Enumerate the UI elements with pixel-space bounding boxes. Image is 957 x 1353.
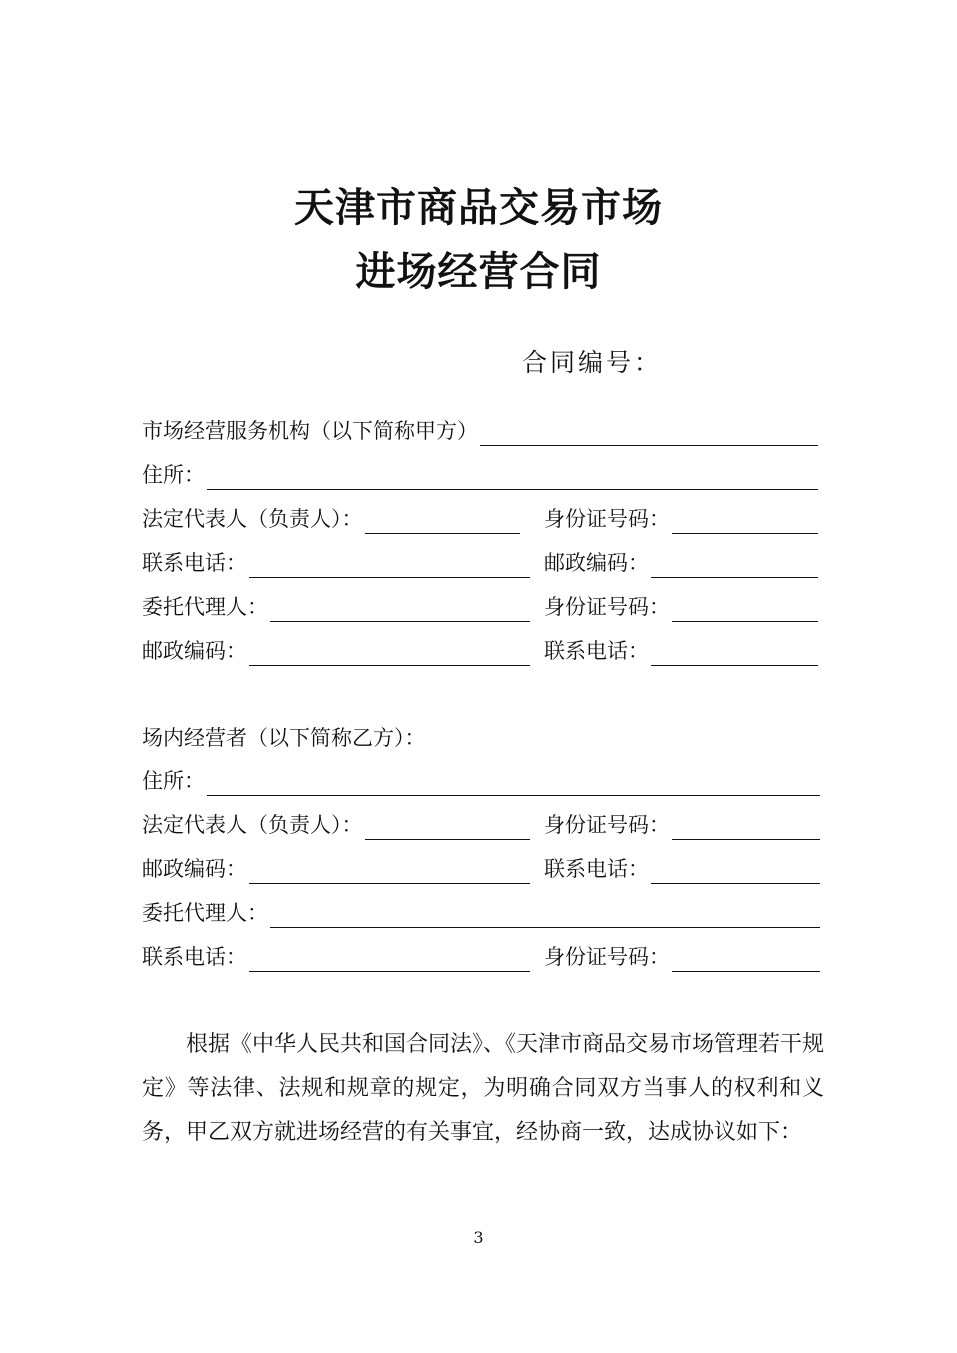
party-a-id-label-2: 身份证号码： <box>544 595 670 619</box>
party-b-header: 场内经营者（以下简称乙方）： <box>142 726 426 750</box>
party-b-address-row <box>142 766 822 796</box>
party-a-header-row <box>142 416 822 446</box>
party-a-address-row <box>142 460 822 490</box>
party-a-phone-label-1: 联系电话： <box>142 551 247 575</box>
party-a-agent-field[interactable] <box>270 597 530 622</box>
party-a-header: 市场经营服务机构（以下简称甲方） <box>142 419 478 443</box>
party-a-postcode-label-2: 邮政编码： <box>142 639 247 663</box>
party-b-phone-label-2: 联系电话： <box>142 945 247 969</box>
party-b-id-label-1: 身份证号码： <box>544 813 670 837</box>
party-b-legal-rep-field[interactable] <box>365 815 531 840</box>
party-b-legal-rep-label: 法定代表人（负责人）： <box>142 813 363 837</box>
party-a-name-field[interactable] <box>480 421 818 446</box>
party-a-legal-rep-field[interactable] <box>365 509 521 534</box>
party-b-agent-field[interactable] <box>270 903 820 928</box>
party-b-postcode-field[interactable] <box>249 859 530 884</box>
party-a-phone-field-1[interactable] <box>249 553 530 578</box>
party-a-postcode-field-1[interactable] <box>651 553 818 578</box>
page-number: 3 <box>473 1228 484 1247</box>
party-b-postcode-label: 邮政编码： <box>142 857 247 881</box>
party-a-postcode-label-1: 邮政编码： <box>544 551 649 575</box>
party-b-id-field-2[interactable] <box>672 947 820 972</box>
party-b-postcode-row <box>142 854 822 884</box>
party-b-phone-row <box>142 942 822 972</box>
party-a-postcode-row <box>142 636 822 666</box>
party-a-id-field-1[interactable] <box>672 509 818 534</box>
party-b-phone-field-1[interactable] <box>651 859 820 884</box>
document-title-line-1: 天津市商品交易市场 <box>294 185 663 231</box>
party-b-address-label: 住所： <box>142 769 205 793</box>
party-a-legal-rep-label: 法定代表人（负责人）： <box>142 507 363 531</box>
party-a-agent-row <box>142 592 822 622</box>
contract-number-label: 合同编号： <box>522 348 663 377</box>
party-a-phone-label-2: 联系电话： <box>544 639 649 663</box>
party-a-postcode-field-2[interactable] <box>249 641 530 666</box>
party-b-id-field-1[interactable] <box>672 815 820 840</box>
intro-paragraph: 根据《中华人民共和国合同法》、《天津市商品交易市场管理若干规定》等法律、法规和规章的规定，为明确合同双方当事人的权利和义务，甲乙双方就进场经营的有关事宜，经协商一致，达成协议如下： <box>142 1032 825 1145</box>
party-a-phone-field-2[interactable] <box>651 641 818 666</box>
document-title-line-2: 进场经营合同 <box>355 249 602 295</box>
party-b-address-field[interactable] <box>207 771 820 796</box>
party-a-legal-rep-row <box>142 504 822 534</box>
party-b-agent-label: 委托代理人： <box>142 901 268 925</box>
party-b-phone-label-1: 联系电话： <box>544 857 649 881</box>
party-a-agent-label: 委托代理人： <box>142 595 268 619</box>
party-b-header-row <box>142 723 822 753</box>
party-a-phone-row <box>142 548 822 578</box>
party-a-id-field-2[interactable] <box>672 597 818 622</box>
party-b-phone-field-2[interactable] <box>249 947 530 972</box>
party-a-address-field[interactable] <box>207 465 818 490</box>
party-b-legal-rep-row <box>142 810 822 840</box>
party-a-id-label-1: 身份证号码： <box>544 507 670 531</box>
party-b-agent-row <box>142 898 822 928</box>
party-b-id-label-2: 身份证号码： <box>544 945 670 969</box>
party-a-address-label: 住所： <box>142 463 205 487</box>
